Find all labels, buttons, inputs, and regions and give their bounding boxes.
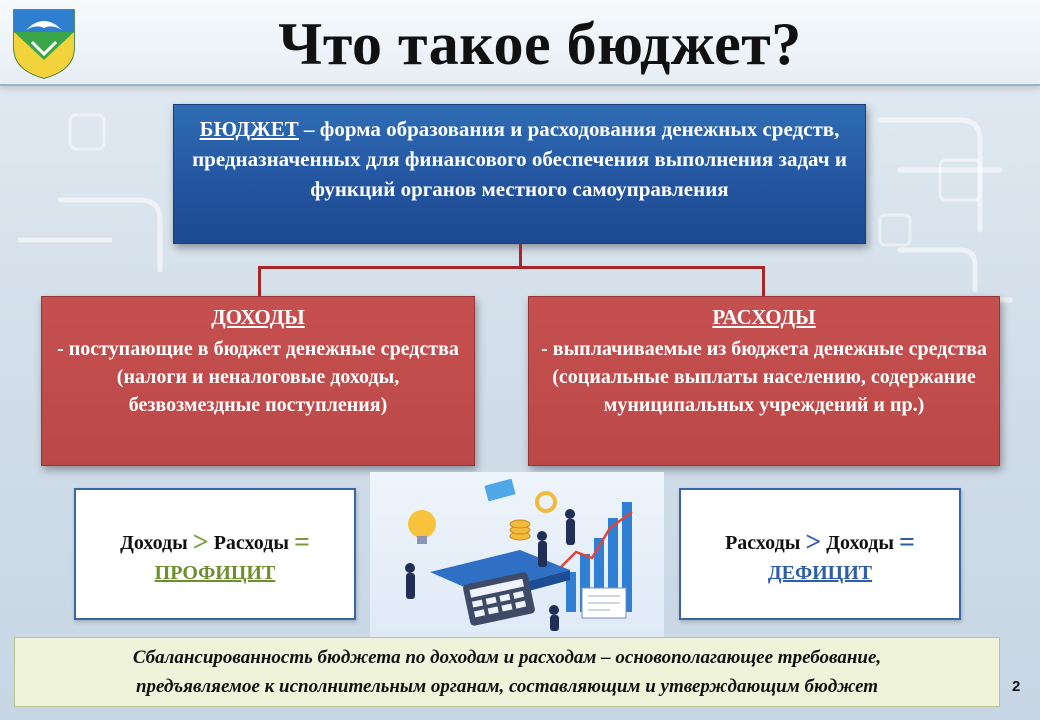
equals-sign: =	[898, 527, 915, 558]
equals-sign: =	[293, 527, 310, 558]
expenses-description: - выплачиваемые из бюджета денежные средства (социальные выплаты населению, содержание муниципальных учреждений и пр.)	[541, 338, 987, 416]
surplus-right-term: Расходы	[208, 532, 294, 554]
greater-than-sign: >	[192, 527, 209, 558]
greater-than-sign: >	[805, 527, 822, 558]
page-title: Что такое бюджет?	[278, 11, 802, 77]
income-box	[41, 296, 475, 466]
connector-vertical-right	[762, 266, 765, 296]
surplus-result: ПРОФИЦИТ	[154, 562, 276, 584]
finance-illustration	[370, 472, 664, 640]
header-band	[0, 0, 1040, 86]
definition-text: – форма образования и расходования денежных средств, предназначенных для финансового обеспечения выполнения задач и функций органов местного самоуправления	[192, 117, 847, 201]
coat-of-arms-icon	[12, 8, 76, 80]
note-line-1: Сбалансированность бюджета по доходам и расходам – основополагающее требование,	[132, 647, 882, 668]
deficit-left-term: Расходы	[725, 532, 806, 554]
deficit-result: ДЕФИЦИТ	[767, 562, 873, 584]
budget-definition-box	[173, 104, 866, 244]
definition-term: БЮДЖЕТ	[199, 117, 299, 141]
connector-vertical-left	[258, 266, 261, 296]
income-description: - поступающие в бюджет денежные средства (налоги и неналоговые доходы, безвозмездные поступления)	[57, 338, 459, 416]
note-line-2: предъявляемое к исполнительным органам, составляющим и утверждающим бюджет	[135, 676, 879, 697]
deficit-right-term: Доходы	[821, 532, 899, 554]
balance-note	[14, 637, 1000, 707]
connector-vertical-top	[519, 244, 522, 268]
connector-horizontal	[258, 266, 765, 269]
expenses-box	[528, 296, 1000, 466]
expenses-title: РАСХОДЫ	[712, 305, 816, 329]
deficit-box	[679, 488, 961, 620]
page-number: 2	[1012, 678, 1021, 695]
surplus-left-term: Доходы	[120, 532, 193, 554]
income-title: ДОХОДЫ	[211, 305, 305, 329]
surplus-box	[74, 488, 356, 620]
